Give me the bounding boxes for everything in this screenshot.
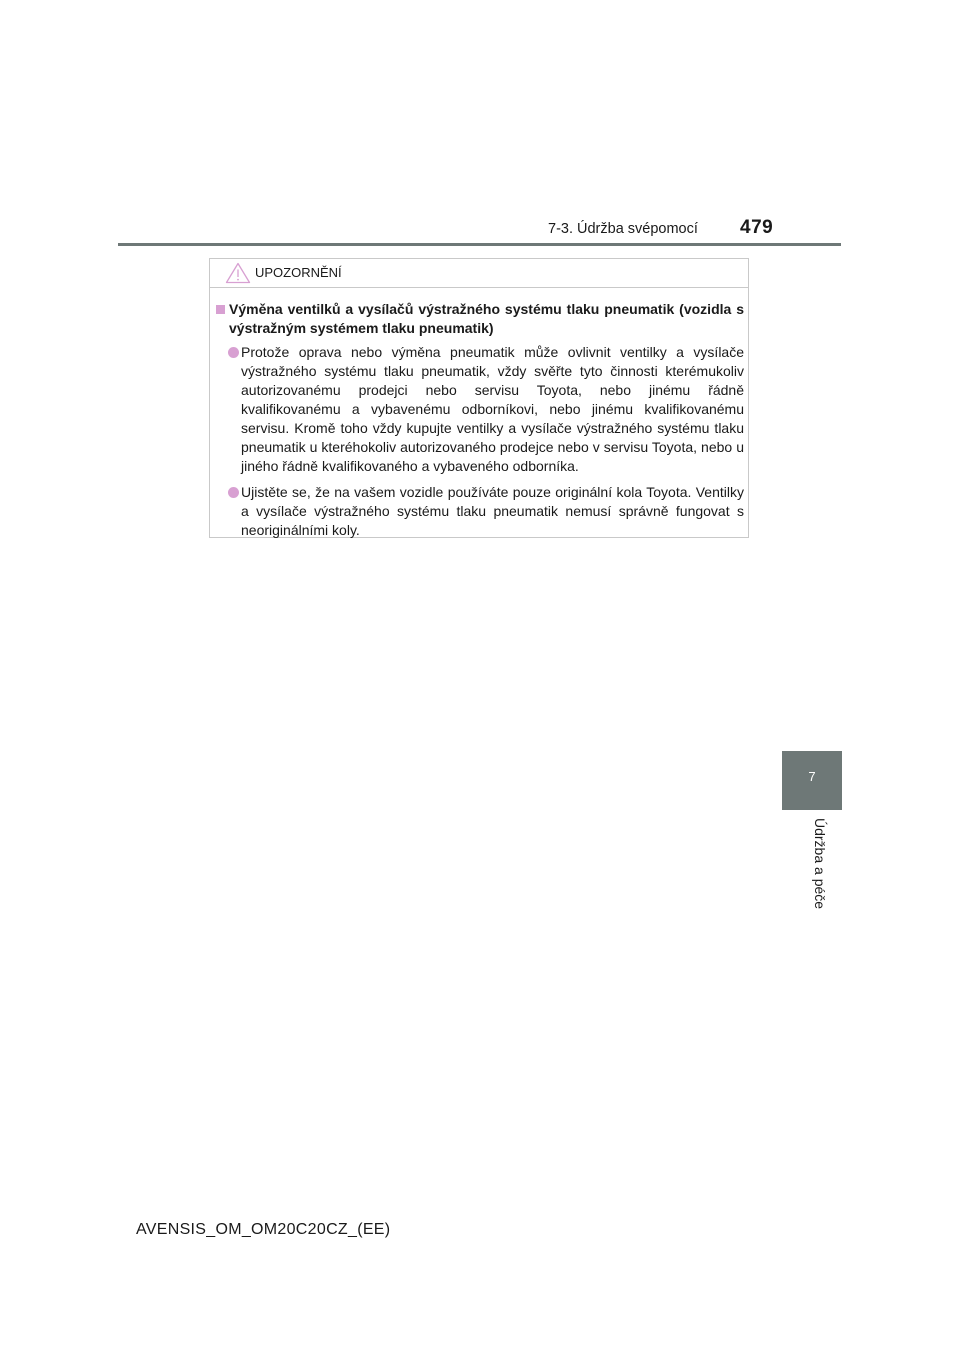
warning-box xyxy=(209,258,749,538)
list-item-text: Ujistěte se, že na vašem vozidle používáte pouze originální kola Toyota. Ventilky a vysílače výstražného systému tlaku pneumatik nemusí správně fungovat s neoriginálními koly. xyxy=(241,484,744,538)
list-item xyxy=(216,483,744,540)
list-item-text: Protože oprava nebo výměna pneumatik může ovlivnit ventilky a vysílače výstražného systému tlaku pneumatik, vždy svěřte tyto činnosti kterémukoliv autorizovanému prodejci nebo servisu Toyota, nebo jinému řádně kvalifikovanému a vybavenému odborníkovi, nebo jinému kvalifikovanému servisu. Kromě toho vždy kupujte ventilky a vysílače výstražného systému tlaku pneumatik u kteréhokoliv autorizovaného prodejce nebo v servisu Toyota, nebo u jiného řádně kvalifikovaného a vybaveného odborníka. xyxy=(241,344,744,474)
subsection-heading xyxy=(216,300,744,338)
round-bullet-icon xyxy=(228,487,239,498)
square-bullet-icon xyxy=(216,305,225,314)
round-bullet-icon xyxy=(228,347,239,358)
subsection-heading-text: Výměna ventilků a vysílačů výstražného systému tlaku pneumatik (vozidla s výstražným systémem tlaku pneumatik) xyxy=(229,301,744,336)
header-divider xyxy=(118,243,841,246)
list-item xyxy=(216,343,744,476)
warning-triangle-icon xyxy=(225,262,251,284)
warning-label: UPOZORNĚNÍ xyxy=(255,265,342,280)
chapter-tab[interactable] xyxy=(782,751,842,810)
chapter-number: 7 xyxy=(808,769,816,784)
warning-subsection xyxy=(216,300,744,540)
document-code: AVENSIS_OM_OM20C20CZ_(EE) xyxy=(136,1221,391,1238)
warning-header xyxy=(210,259,748,288)
chapter-label: Údržba a péče xyxy=(812,818,828,910)
section-title: 7-3. Údržba svépomocí xyxy=(548,221,698,237)
page-number: 479 xyxy=(740,217,774,238)
